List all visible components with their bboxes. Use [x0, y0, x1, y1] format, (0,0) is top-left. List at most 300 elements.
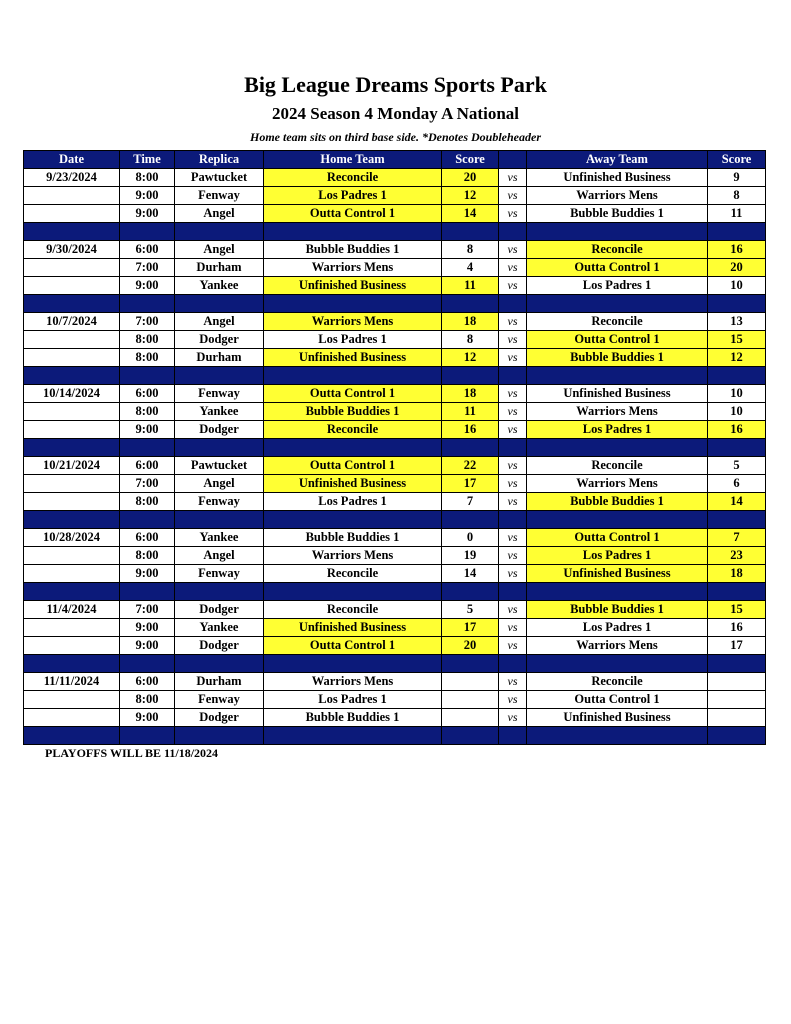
time-cell: 9:00 [120, 637, 175, 655]
field-cell: Angel [175, 241, 264, 259]
vs-cell: vs [499, 619, 527, 637]
header-replica: Replica [175, 151, 264, 169]
away-team-cell: Los Padres 1 [527, 421, 708, 439]
separator-cell [708, 367, 766, 385]
home-team-cell: Outta Control 1 [264, 637, 442, 655]
away-team-cell: Bubble Buddies 1 [527, 205, 708, 223]
date-cell: 10/21/2024 [24, 457, 120, 475]
home-team-cell: Outta Control 1 [264, 205, 442, 223]
date-cell [24, 205, 120, 223]
vs-cell: vs [499, 403, 527, 421]
time-cell: 7:00 [120, 259, 175, 277]
home-score-cell: 0 [442, 529, 499, 547]
home-score-cell: 18 [442, 385, 499, 403]
separator-cell [527, 367, 708, 385]
date-cell [24, 475, 120, 493]
home-score-cell: 14 [442, 205, 499, 223]
field-cell: Angel [175, 313, 264, 331]
away-team-cell: Bubble Buddies 1 [527, 493, 708, 511]
separator-cell [442, 655, 499, 673]
game-row [24, 385, 766, 403]
away-score-cell: 15 [708, 331, 766, 349]
separator-cell [708, 583, 766, 601]
separator-cell [120, 727, 175, 745]
date-cell [24, 277, 120, 295]
date-cell: 9/30/2024 [24, 241, 120, 259]
game-row [24, 709, 766, 727]
away-score-cell: 8 [708, 187, 766, 205]
away-score-cell: 6 [708, 475, 766, 493]
away-score-cell: 12 [708, 349, 766, 367]
field-cell: Fenway [175, 691, 264, 709]
separator-cell [708, 295, 766, 313]
game-row [24, 169, 766, 187]
home-score-cell: 8 [442, 331, 499, 349]
away-score-cell: 13 [708, 313, 766, 331]
vs-cell: vs [499, 547, 527, 565]
home-score-cell [442, 709, 499, 727]
home-score-cell: 4 [442, 259, 499, 277]
field-cell: Dodger [175, 601, 264, 619]
time-cell: 6:00 [120, 673, 175, 691]
separator-cell [24, 223, 120, 241]
separator-cell [264, 223, 442, 241]
home-team-cell: Bubble Buddies 1 [264, 241, 442, 259]
separator-cell [499, 223, 527, 241]
away-score-cell: 17 [708, 637, 766, 655]
away-score-cell: 10 [708, 277, 766, 295]
week-separator-row [24, 295, 766, 313]
game-row [24, 313, 766, 331]
time-cell: 9:00 [120, 277, 175, 295]
field-cell: Yankee [175, 403, 264, 421]
date-cell [24, 547, 120, 565]
home-team-cell: Los Padres 1 [264, 691, 442, 709]
separator-cell [264, 439, 442, 457]
date-cell [24, 709, 120, 727]
vs-cell: vs [499, 331, 527, 349]
away-team-cell: Warriors Mens [527, 187, 708, 205]
separator-cell [527, 655, 708, 673]
separator-cell [499, 583, 527, 601]
separator-cell [24, 583, 120, 601]
home-score-cell: 22 [442, 457, 499, 475]
separator-cell [264, 727, 442, 745]
away-team-cell: Reconcile [527, 313, 708, 331]
vs-cell: vs [499, 493, 527, 511]
separator-cell [120, 655, 175, 673]
vs-cell: vs [499, 421, 527, 439]
home-score-cell: 11 [442, 277, 499, 295]
date-cell: 9/23/2024 [24, 169, 120, 187]
game-row [24, 637, 766, 655]
home-score-cell: 14 [442, 565, 499, 583]
separator-cell [442, 223, 499, 241]
home-team-cell: Bubble Buddies 1 [264, 529, 442, 547]
time-cell: 8:00 [120, 403, 175, 421]
vs-cell: vs [499, 241, 527, 259]
separator-cell [120, 367, 175, 385]
week-separator-row [24, 367, 766, 385]
separator-cell [442, 511, 499, 529]
schedule-body [24, 169, 766, 745]
field-cell: Dodger [175, 421, 264, 439]
time-cell: 9:00 [120, 565, 175, 583]
separator-cell [527, 223, 708, 241]
away-team-cell: Outta Control 1 [527, 529, 708, 547]
time-cell: 8:00 [120, 691, 175, 709]
separator-cell [442, 727, 499, 745]
field-cell: Dodger [175, 331, 264, 349]
time-cell: 8:00 [120, 547, 175, 565]
home-team-cell: Unfinished Business [264, 475, 442, 493]
separator-cell [442, 439, 499, 457]
away-score-cell: 14 [708, 493, 766, 511]
game-row [24, 601, 766, 619]
time-cell: 8:00 [120, 169, 175, 187]
away-score-cell: 10 [708, 403, 766, 421]
home-team-cell: Outta Control 1 [264, 385, 442, 403]
separator-cell [175, 511, 264, 529]
time-cell: 6:00 [120, 385, 175, 403]
home-score-cell: 8 [442, 241, 499, 259]
date-cell [24, 493, 120, 511]
playoffs-note: PLAYOFFS WILL BE 11/18/2024 [45, 746, 219, 760]
separator-cell [499, 439, 527, 457]
away-team-cell: Warriors Mens [527, 475, 708, 493]
separator-cell [442, 367, 499, 385]
away-team-cell: Reconcile [527, 673, 708, 691]
game-row [24, 403, 766, 421]
field-cell: Pawtucket [175, 457, 264, 475]
separator-cell [264, 583, 442, 601]
field-cell: Dodger [175, 637, 264, 655]
away-team-cell: Unfinished Business [527, 169, 708, 187]
week-separator-row [24, 727, 766, 745]
separator-cell [527, 295, 708, 313]
field-cell: Pawtucket [175, 169, 264, 187]
separator-cell [24, 727, 120, 745]
date-cell [24, 403, 120, 421]
time-cell: 6:00 [120, 457, 175, 475]
vs-cell: vs [499, 349, 527, 367]
header-date: Date [24, 151, 120, 169]
separator-cell [442, 583, 499, 601]
away-score-cell [708, 691, 766, 709]
time-cell: 6:00 [120, 241, 175, 259]
separator-cell [120, 223, 175, 241]
vs-cell: vs [499, 601, 527, 619]
date-cell: 10/28/2024 [24, 529, 120, 547]
field-cell: Dodger [175, 709, 264, 727]
away-team-cell: Outta Control 1 [527, 259, 708, 277]
home-team-cell: Unfinished Business [264, 349, 442, 367]
field-cell: Durham [175, 673, 264, 691]
home-score-cell: 12 [442, 187, 499, 205]
home-team-cell: Unfinished Business [264, 619, 442, 637]
separator-cell [175, 583, 264, 601]
game-row [24, 421, 766, 439]
game-row [24, 619, 766, 637]
away-score-cell: 16 [708, 619, 766, 637]
time-cell: 9:00 [120, 619, 175, 637]
away-score-cell: 15 [708, 601, 766, 619]
field-cell: Yankee [175, 277, 264, 295]
separator-cell [499, 655, 527, 673]
home-score-cell: 5 [442, 601, 499, 619]
time-cell: 7:00 [120, 475, 175, 493]
vs-cell: vs [499, 205, 527, 223]
vs-cell: vs [499, 673, 527, 691]
header-home-team: Home Team [264, 151, 442, 169]
away-team-cell: Unfinished Business [527, 709, 708, 727]
away-team-cell: Reconcile [527, 457, 708, 475]
vs-cell: vs [499, 637, 527, 655]
separator-cell [24, 295, 120, 313]
time-cell: 7:00 [120, 313, 175, 331]
page-subtitle: 2024 Season 4 Monday A National [271, 104, 519, 123]
vs-cell: vs [499, 259, 527, 277]
away-score-cell: 20 [708, 259, 766, 277]
date-cell [24, 691, 120, 709]
away-team-cell: Warriors Mens [527, 637, 708, 655]
field-cell: Fenway [175, 565, 264, 583]
game-row [24, 187, 766, 205]
game-row [24, 241, 766, 259]
home-score-cell [442, 691, 499, 709]
separator-cell [264, 511, 442, 529]
separator-cell [499, 511, 527, 529]
header-vs [499, 151, 527, 169]
header-time: Time [120, 151, 175, 169]
week-separator-row [24, 655, 766, 673]
away-score-cell: 11 [708, 205, 766, 223]
game-row [24, 457, 766, 475]
field-cell: Angel [175, 475, 264, 493]
time-cell: 8:00 [120, 331, 175, 349]
home-team-cell: Outta Control 1 [264, 457, 442, 475]
field-cell: Fenway [175, 385, 264, 403]
date-cell [24, 637, 120, 655]
game-row [24, 475, 766, 493]
home-score-cell: 19 [442, 547, 499, 565]
separator-cell [120, 583, 175, 601]
away-team-cell: Reconcile [527, 241, 708, 259]
home-score-cell: 12 [442, 349, 499, 367]
home-score-cell: 20 [442, 169, 499, 187]
away-score-cell: 5 [708, 457, 766, 475]
home-team-cell: Los Padres 1 [264, 187, 442, 205]
separator-cell [708, 439, 766, 457]
game-row [24, 331, 766, 349]
game-row [24, 673, 766, 691]
separator-cell [708, 655, 766, 673]
time-cell: 8:00 [120, 493, 175, 511]
away-score-cell: 9 [708, 169, 766, 187]
home-score-cell [442, 673, 499, 691]
away-score-cell: 18 [708, 565, 766, 583]
home-team-cell: Reconcile [264, 169, 442, 187]
field-cell: Fenway [175, 493, 264, 511]
home-score-cell: 16 [442, 421, 499, 439]
vs-cell: vs [499, 529, 527, 547]
separator-cell [24, 367, 120, 385]
separator-cell [120, 439, 175, 457]
date-cell [24, 259, 120, 277]
date-cell: 10/14/2024 [24, 385, 120, 403]
separator-cell [442, 295, 499, 313]
week-separator-row [24, 223, 766, 241]
time-cell: 9:00 [120, 709, 175, 727]
home-score-cell: 17 [442, 619, 499, 637]
separator-cell [24, 655, 120, 673]
header-away-score: Score [708, 151, 766, 169]
vs-cell: vs [499, 565, 527, 583]
separator-cell [120, 295, 175, 313]
away-score-cell: 16 [708, 241, 766, 259]
date-cell: 11/4/2024 [24, 601, 120, 619]
game-row [24, 691, 766, 709]
away-team-cell: Unfinished Business [527, 565, 708, 583]
date-cell [24, 565, 120, 583]
separator-cell [175, 727, 264, 745]
header-home-score: Score [442, 151, 499, 169]
away-score-cell: 16 [708, 421, 766, 439]
home-team-cell: Unfinished Business [264, 277, 442, 295]
home-score-cell: 7 [442, 493, 499, 511]
away-team-cell: Unfinished Business [527, 385, 708, 403]
week-separator-row [24, 439, 766, 457]
date-cell: 10/7/2024 [24, 313, 120, 331]
home-score-cell: 18 [442, 313, 499, 331]
game-row [24, 547, 766, 565]
page-title: Big League Dreams Sports Park [244, 72, 547, 97]
header-away-team: Away Team [527, 151, 708, 169]
field-cell: Fenway [175, 187, 264, 205]
week-separator-row [24, 583, 766, 601]
week-separator-row [24, 511, 766, 529]
home-team-cell: Los Padres 1 [264, 331, 442, 349]
separator-cell [499, 367, 527, 385]
vs-cell: vs [499, 313, 527, 331]
separator-cell [120, 511, 175, 529]
home-score-cell: 11 [442, 403, 499, 421]
vs-cell: vs [499, 169, 527, 187]
time-cell: 6:00 [120, 529, 175, 547]
home-team-cell: Bubble Buddies 1 [264, 403, 442, 421]
date-cell: 11/11/2024 [24, 673, 120, 691]
game-row [24, 277, 766, 295]
separator-cell [708, 727, 766, 745]
vs-cell: vs [499, 187, 527, 205]
separator-cell [527, 439, 708, 457]
separator-cell [527, 583, 708, 601]
away-team-cell: Los Padres 1 [527, 277, 708, 295]
field-cell: Angel [175, 205, 264, 223]
field-cell: Durham [175, 259, 264, 277]
game-row [24, 205, 766, 223]
separator-cell [527, 727, 708, 745]
game-row [24, 349, 766, 367]
date-cell [24, 421, 120, 439]
separator-cell [175, 655, 264, 673]
home-team-cell: Los Padres 1 [264, 493, 442, 511]
away-team-cell: Los Padres 1 [527, 547, 708, 565]
field-cell: Yankee [175, 529, 264, 547]
separator-cell [499, 295, 527, 313]
home-team-cell: Reconcile [264, 421, 442, 439]
time-cell: 8:00 [120, 349, 175, 367]
separator-cell [264, 655, 442, 673]
separator-cell [527, 511, 708, 529]
separator-cell [175, 439, 264, 457]
game-row [24, 259, 766, 277]
time-cell: 9:00 [120, 187, 175, 205]
away-team-cell: Los Padres 1 [527, 619, 708, 637]
away-score-cell: 10 [708, 385, 766, 403]
date-cell [24, 619, 120, 637]
time-cell: 9:00 [120, 421, 175, 439]
separator-cell [499, 727, 527, 745]
vs-cell: vs [499, 475, 527, 493]
home-team-cell: Warriors Mens [264, 313, 442, 331]
schedule-table [23, 150, 766, 745]
away-team-cell: Warriors Mens [527, 403, 708, 421]
home-team-cell: Reconcile [264, 565, 442, 583]
away-team-cell: Bubble Buddies 1 [527, 349, 708, 367]
header-row [24, 151, 766, 169]
separator-cell [24, 511, 120, 529]
vs-cell: vs [499, 277, 527, 295]
game-row [24, 565, 766, 583]
away-team-cell: Outta Control 1 [527, 691, 708, 709]
time-cell: 9:00 [120, 205, 175, 223]
separator-cell [24, 439, 120, 457]
separator-cell [175, 223, 264, 241]
home-score-cell: 20 [442, 637, 499, 655]
away-team-cell: Bubble Buddies 1 [527, 601, 708, 619]
home-score-cell: 17 [442, 475, 499, 493]
home-team-cell: Warriors Mens [264, 547, 442, 565]
away-score-cell: 7 [708, 529, 766, 547]
date-cell [24, 349, 120, 367]
vs-cell: vs [499, 385, 527, 403]
away-score-cell [708, 709, 766, 727]
separator-cell [708, 511, 766, 529]
separator-cell [708, 223, 766, 241]
away-score-cell: 23 [708, 547, 766, 565]
game-row [24, 493, 766, 511]
field-cell: Durham [175, 349, 264, 367]
home-team-cell: Warriors Mens [264, 673, 442, 691]
schedule-note: Home team sits on third base side. *Denotes Doubleheader [250, 130, 541, 144]
vs-cell: vs [499, 457, 527, 475]
separator-cell [175, 295, 264, 313]
away-team-cell: Outta Control 1 [527, 331, 708, 349]
time-cell: 7:00 [120, 601, 175, 619]
schedule-table-wrapper [23, 150, 766, 745]
field-cell: Angel [175, 547, 264, 565]
home-team-cell: Bubble Buddies 1 [264, 709, 442, 727]
separator-cell [175, 367, 264, 385]
vs-cell: vs [499, 709, 527, 727]
away-score-cell [708, 673, 766, 691]
date-cell [24, 331, 120, 349]
home-team-cell: Warriors Mens [264, 259, 442, 277]
home-team-cell: Reconcile [264, 601, 442, 619]
game-row [24, 529, 766, 547]
field-cell: Yankee [175, 619, 264, 637]
